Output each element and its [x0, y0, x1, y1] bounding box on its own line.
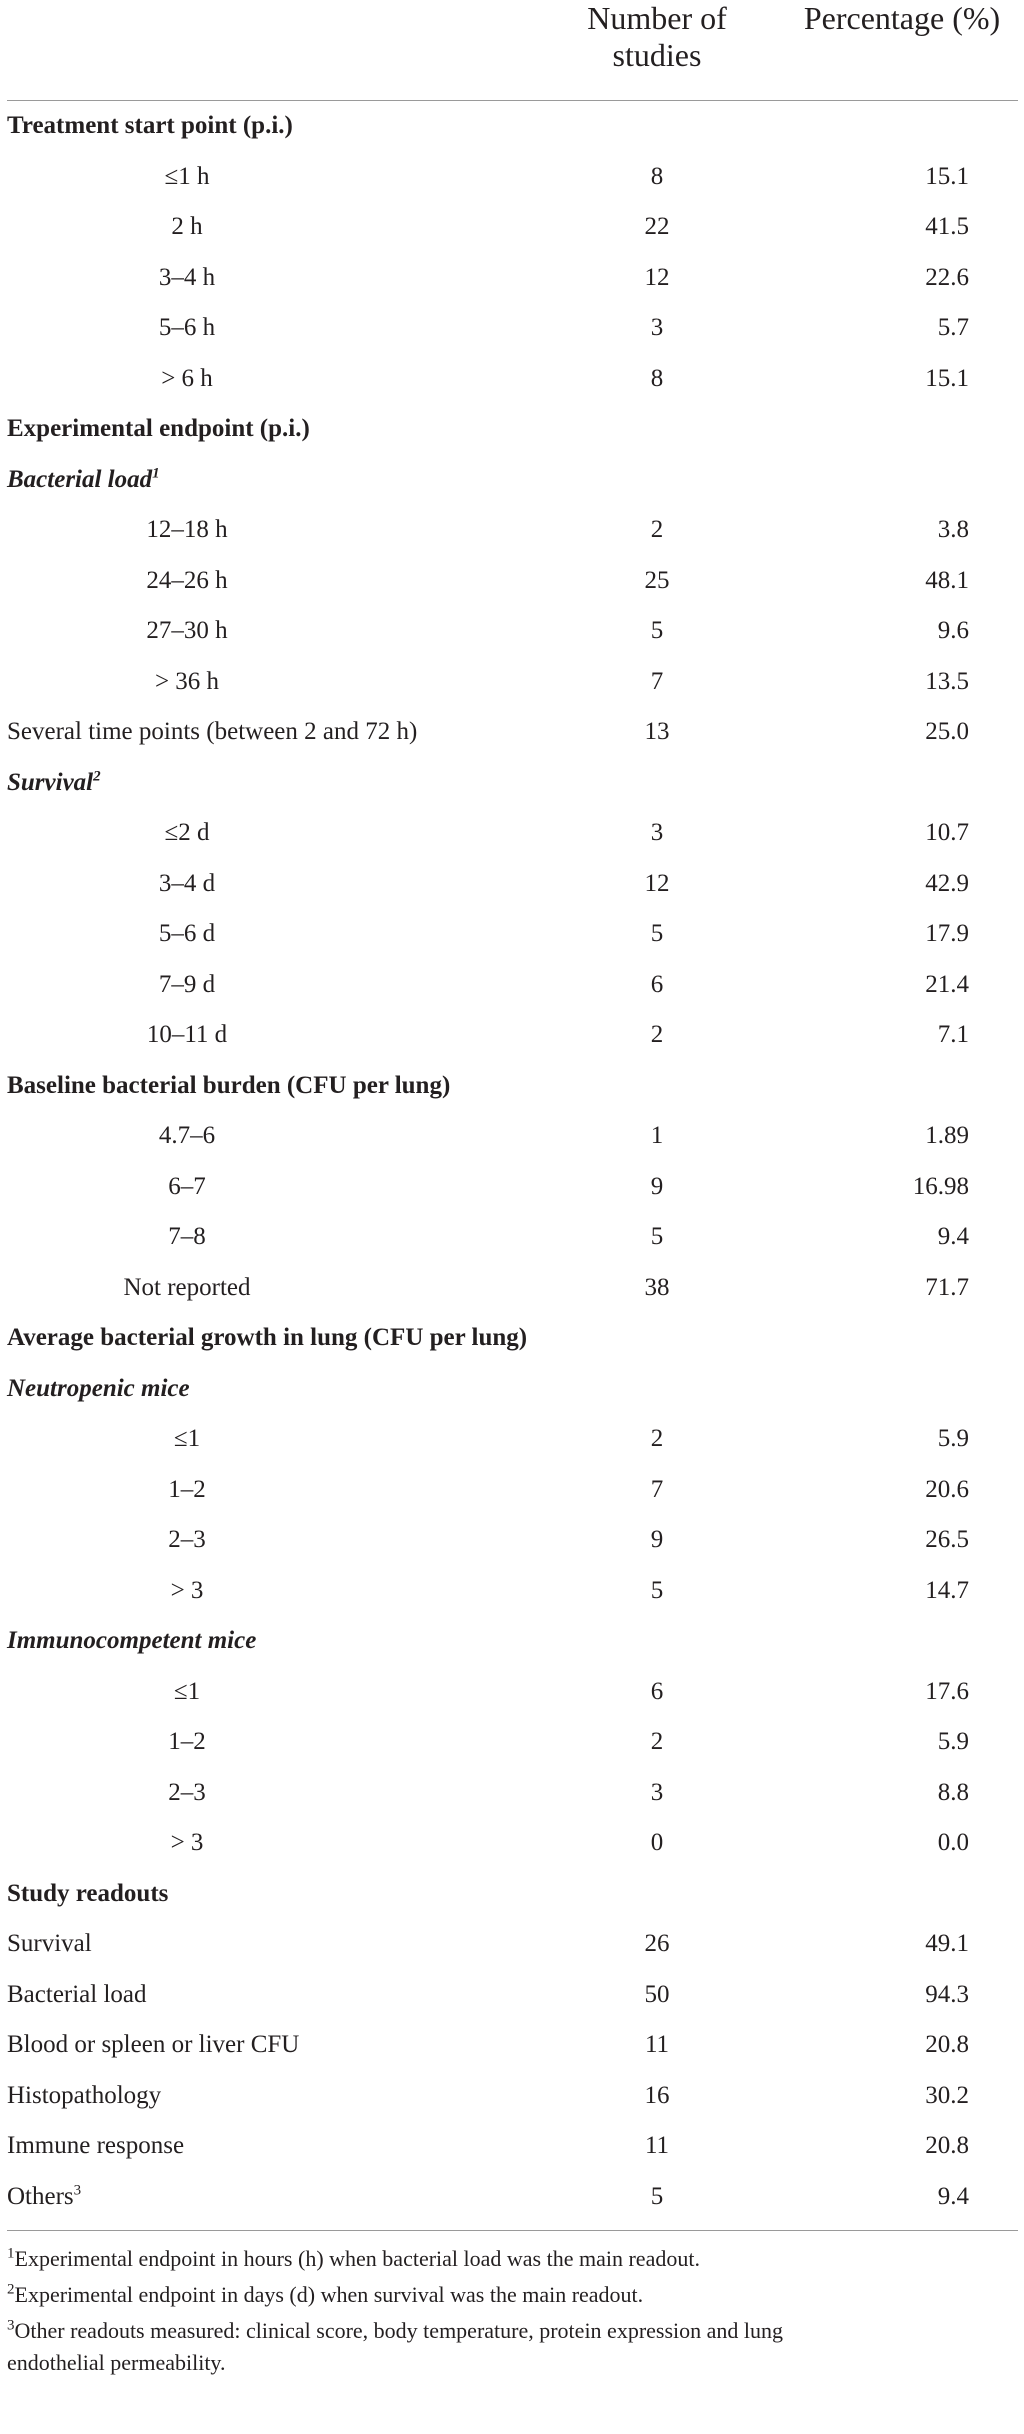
footnote-mark: 1	[7, 2245, 15, 2262]
cell-percentage: 9.4	[937, 1223, 969, 1250]
table-row	[7, 2020, 1018, 2071]
cell-percentage: 16.98	[912, 1172, 969, 1200]
cell-percentage: 7.1	[937, 1021, 969, 1048]
row-label-text: Others	[7, 2182, 74, 2210]
row-label	[7, 1768, 367, 1819]
table-row	[7, 303, 1018, 354]
section-row	[7, 101, 1018, 152]
row-label	[7, 1970, 147, 2021]
cell-percentage: 9.4	[937, 2182, 969, 2210]
table-row	[7, 859, 1018, 910]
subsection-row	[7, 1364, 1018, 1415]
row-label	[7, 1919, 92, 1970]
cell-number-of-studies: 5	[650, 1223, 664, 1250]
cell-number-of-studies: 6	[650, 970, 664, 998]
row-label	[7, 960, 367, 1011]
cell-percentage: 30.2	[925, 2081, 969, 2109]
row-label-text: ≤1	[173, 1425, 201, 1452]
footnote-mark: 3	[7, 2317, 15, 2334]
cell-percentage: 0.0	[937, 1829, 969, 1856]
footnote-text: Experimental endpoint in days (d) when survival was the main readout.	[14, 2282, 644, 2307]
table-row	[7, 960, 1018, 1011]
row-label	[7, 202, 367, 253]
table-row	[7, 556, 1018, 607]
table-row	[7, 253, 1018, 304]
cell-number-of-studies: 2	[650, 1021, 664, 1048]
footnote-ref: 2	[93, 768, 101, 785]
row-label	[7, 1111, 367, 1162]
section-row	[7, 1869, 1018, 1920]
row-label	[7, 2071, 161, 2122]
cell-number-of-studies: 8	[650, 162, 664, 190]
table-row	[7, 354, 1018, 405]
row-label	[7, 808, 367, 859]
table-body	[7, 101, 1018, 2222]
table-row	[7, 1970, 1018, 2021]
cell-percentage: 15.1	[925, 162, 969, 190]
table-row	[7, 1162, 1018, 1213]
row-label	[7, 1364, 190, 1415]
row-label-text: Blood or spleen or liver CFU	[7, 2031, 300, 2058]
row-label-text: 12–18 h	[146, 516, 228, 543]
cell-percentage: 17.9	[925, 920, 969, 947]
cell-number-of-studies: 50	[644, 1980, 670, 2008]
row-label	[7, 1818, 367, 1869]
row-label	[7, 152, 367, 203]
row-label-text: Bacterial load	[7, 1980, 147, 2008]
table-row	[7, 707, 1018, 758]
cell-number-of-studies: 8	[650, 364, 664, 392]
row-label	[7, 707, 417, 758]
cell-number-of-studies: 11	[644, 2132, 670, 2159]
row-label	[7, 909, 367, 960]
table-row	[7, 1263, 1018, 1314]
row-label	[7, 1465, 367, 1516]
cell-percentage: 21.4	[925, 970, 969, 998]
table-row	[7, 1515, 1018, 1566]
cell-percentage: 5.9	[937, 1728, 969, 1755]
row-label-text: 4.7–6	[158, 1122, 216, 1149]
row-label	[7, 556, 367, 607]
row-label	[7, 1010, 367, 1061]
row-label-text: Immune response	[7, 2132, 185, 2159]
footnote-text: endothelial permeability.	[7, 2350, 226, 2375]
cell-percentage: 48.1	[925, 566, 969, 594]
row-label-text: > 3	[170, 1829, 204, 1856]
row-label	[7, 1212, 367, 1263]
subsection-row	[7, 455, 1018, 506]
table-header	[7, 0, 1018, 101]
cell-number-of-studies: 0	[650, 1829, 664, 1856]
cell-percentage: 5.7	[937, 314, 969, 341]
cell-percentage: 1.89	[925, 1122, 969, 1149]
row-label-text: 1–2	[168, 1728, 206, 1755]
row-label	[7, 505, 367, 556]
cell-percentage: 10.7	[925, 819, 969, 846]
cell-number-of-studies: 1	[650, 1122, 664, 1149]
table-row	[7, 1919, 1018, 1970]
row-label-text: 6–7	[168, 1172, 206, 1200]
cell-number-of-studies: 16	[644, 2081, 670, 2109]
cell-percentage: 94.3	[925, 1980, 969, 2008]
footnote-text: Experimental endpoint in hours (h) when bacterial load was the main readout.	[14, 2246, 700, 2271]
section-row	[7, 1061, 1018, 1112]
row-label-text: 3–4 d	[158, 869, 216, 897]
row-label-text: Histopathology	[7, 2081, 162, 2109]
subsection-row	[7, 1616, 1018, 1667]
cell-number-of-studies: 3	[650, 314, 664, 341]
cell-number-of-studies: 7	[650, 1475, 664, 1503]
table-row	[7, 1414, 1018, 1465]
cell-number-of-studies: 7	[650, 667, 664, 695]
row-label-text: 7–8	[168, 1223, 206, 1250]
row-label-text: 27–30 h	[146, 617, 228, 644]
cell-percentage: 5.9	[937, 1425, 969, 1452]
table-row	[7, 152, 1018, 203]
cell-percentage: 20.8	[925, 2031, 969, 2058]
footnotes	[7, 2231, 1018, 2379]
table-row	[7, 1717, 1018, 1768]
cell-number-of-studies: 5	[650, 2182, 664, 2210]
cell-percentage: 9.6	[937, 617, 969, 644]
row-label	[7, 1869, 168, 1920]
table-row	[7, 2121, 1018, 2172]
cell-number-of-studies: 22	[644, 213, 670, 240]
column-header-percentage	[777, 0, 1024, 37]
row-label-text: > 3	[170, 1576, 204, 1604]
footnote-ref: 1	[152, 465, 160, 482]
row-label	[7, 1616, 256, 1667]
column-header-number-of-studies	[547, 0, 767, 74]
row-label-text: ≤1 h	[164, 162, 210, 190]
cell-percentage: 15.1	[925, 364, 969, 392]
row-label	[7, 2121, 184, 2172]
footnote-ref: 3	[73, 2182, 82, 2199]
row-label-text: 5–6 h	[158, 314, 216, 341]
cell-number-of-studies: 3	[650, 1778, 664, 1806]
column-header-line: Percentage (%)	[803, 0, 1001, 36]
row-label	[7, 1717, 367, 1768]
row-label	[7, 2172, 81, 2223]
data-table	[7, 0, 1018, 2379]
row-label-text: Survival	[7, 1930, 92, 1957]
cell-percentage: 41.5	[925, 213, 969, 240]
row-label	[7, 455, 160, 506]
cell-percentage: 42.9	[925, 869, 969, 897]
row-label	[7, 657, 367, 708]
row-label-text: Several time points (between 2 and 72 h)	[7, 718, 418, 745]
row-label-text: Immunocompetent mice	[7, 1627, 257, 1654]
table-row	[7, 606, 1018, 657]
row-label-text: Survival	[7, 768, 94, 796]
cell-percentage: 26.5	[925, 1526, 969, 1553]
cell-number-of-studies: 5	[650, 617, 664, 644]
cell-percentage: 71.7	[925, 1273, 969, 1301]
cell-number-of-studies: 26	[644, 1930, 670, 1957]
footnote-text: Other readouts measured: clinical score, body temperature, protein expression and lung	[14, 2318, 784, 2343]
row-label	[7, 354, 367, 405]
cell-percentage: 13.5	[925, 667, 969, 695]
subsection-row	[7, 758, 1018, 809]
cell-percentage: 17.6	[925, 1677, 969, 1705]
cell-number-of-studies: 6	[650, 1677, 664, 1705]
cell-number-of-studies: 2	[650, 1425, 664, 1452]
row-label-text: > 36 h	[154, 667, 220, 695]
row-label-text: Average bacterial growth in lung (CFU per lung)	[7, 1324, 528, 1351]
cell-number-of-studies: 12	[644, 263, 670, 291]
cell-number-of-studies: 25	[644, 566, 670, 594]
cell-number-of-studies: 13	[644, 718, 670, 745]
cell-percentage: 8.8	[937, 1778, 969, 1806]
cell-number-of-studies: 5	[650, 1576, 664, 1604]
row-label	[7, 1667, 367, 1718]
cell-percentage: 3.8	[937, 516, 969, 543]
row-label-text: 1–2	[168, 1475, 206, 1503]
column-header-line: studies	[612, 37, 702, 73]
table-row	[7, 202, 1018, 253]
table-row	[7, 1818, 1018, 1869]
row-label-text: 7–9 d	[158, 970, 216, 998]
cell-number-of-studies: 9	[650, 1172, 664, 1200]
cell-number-of-studies: 12	[644, 869, 670, 897]
table-row	[7, 657, 1018, 708]
cell-number-of-studies: 5	[650, 920, 664, 947]
row-label	[7, 1061, 450, 1112]
cell-percentage: 25.0	[925, 718, 969, 745]
footnote-mark: 2	[7, 2281, 15, 2298]
cell-number-of-studies: 2	[650, 516, 664, 543]
table-row	[7, 808, 1018, 859]
row-label	[7, 1515, 367, 1566]
cell-percentage: 20.8	[925, 2132, 969, 2159]
row-label-text: 5–6 d	[158, 920, 216, 947]
cell-number-of-studies: 3	[650, 819, 664, 846]
row-label	[7, 758, 101, 809]
row-label-text: 2 h	[171, 213, 203, 240]
cell-number-of-studies: 11	[644, 2031, 670, 2058]
cell-percentage: 22.6	[925, 263, 969, 291]
row-label-text: Neutropenic mice	[7, 1374, 190, 1402]
row-label-text: Study readouts	[7, 1879, 169, 1907]
row-label	[7, 2020, 299, 2071]
row-label	[7, 1263, 367, 1314]
row-label-text: 10–11 d	[146, 1021, 228, 1048]
row-label	[7, 1313, 527, 1364]
row-label-text: 3–4 h	[158, 263, 216, 291]
row-label	[7, 101, 293, 152]
table-row	[7, 1667, 1018, 1718]
section-row	[7, 1313, 1018, 1364]
cell-percentage: 49.1	[925, 1930, 969, 1957]
table-row	[7, 1212, 1018, 1263]
table-row	[7, 1768, 1018, 1819]
footnote-2	[7, 2277, 1018, 2313]
row-label-text: ≤2 d	[164, 819, 210, 846]
section-row	[7, 404, 1018, 455]
row-label-text: ≤1	[173, 1677, 201, 1705]
cell-percentage: 14.7	[925, 1576, 969, 1604]
cell-number-of-studies: 2	[650, 1728, 664, 1755]
row-label	[7, 1566, 367, 1617]
row-label-text: 2–3	[168, 1778, 206, 1806]
row-label	[7, 404, 310, 455]
table-row	[7, 1566, 1018, 1617]
footnote-1	[7, 2241, 1018, 2277]
table-row	[7, 2071, 1018, 2122]
row-label-text: Baseline bacterial burden (CFU per lung)	[7, 1071, 451, 1099]
table-row	[7, 505, 1018, 556]
row-label-text: Bacterial load	[7, 465, 153, 493]
row-label-text: 2–3	[168, 1526, 206, 1553]
row-label	[7, 1162, 367, 1213]
column-header-line: Number of	[587, 0, 727, 36]
row-label	[7, 253, 367, 304]
cell-percentage: 20.6	[925, 1475, 969, 1503]
footnote-3	[7, 2315, 1018, 2379]
row-label-text: Treatment start point (p.i.)	[7, 112, 293, 139]
row-label	[7, 303, 367, 354]
row-label-text: Experimental endpoint (p.i.)	[7, 415, 310, 442]
row-label-text: Not reported	[123, 1273, 251, 1301]
table-row	[7, 909, 1018, 960]
table-row	[7, 1111, 1018, 1162]
cell-number-of-studies: 9	[650, 1526, 664, 1553]
row-label	[7, 1414, 367, 1465]
cell-number-of-studies: 38	[644, 1273, 670, 1301]
row-label	[7, 859, 367, 910]
row-label-text: 24–26 h	[146, 566, 228, 594]
table-row	[7, 2172, 1018, 2223]
row-label-text: > 6 h	[161, 364, 213, 392]
table-row	[7, 1465, 1018, 1516]
row-label	[7, 606, 367, 657]
table-row	[7, 1010, 1018, 1061]
